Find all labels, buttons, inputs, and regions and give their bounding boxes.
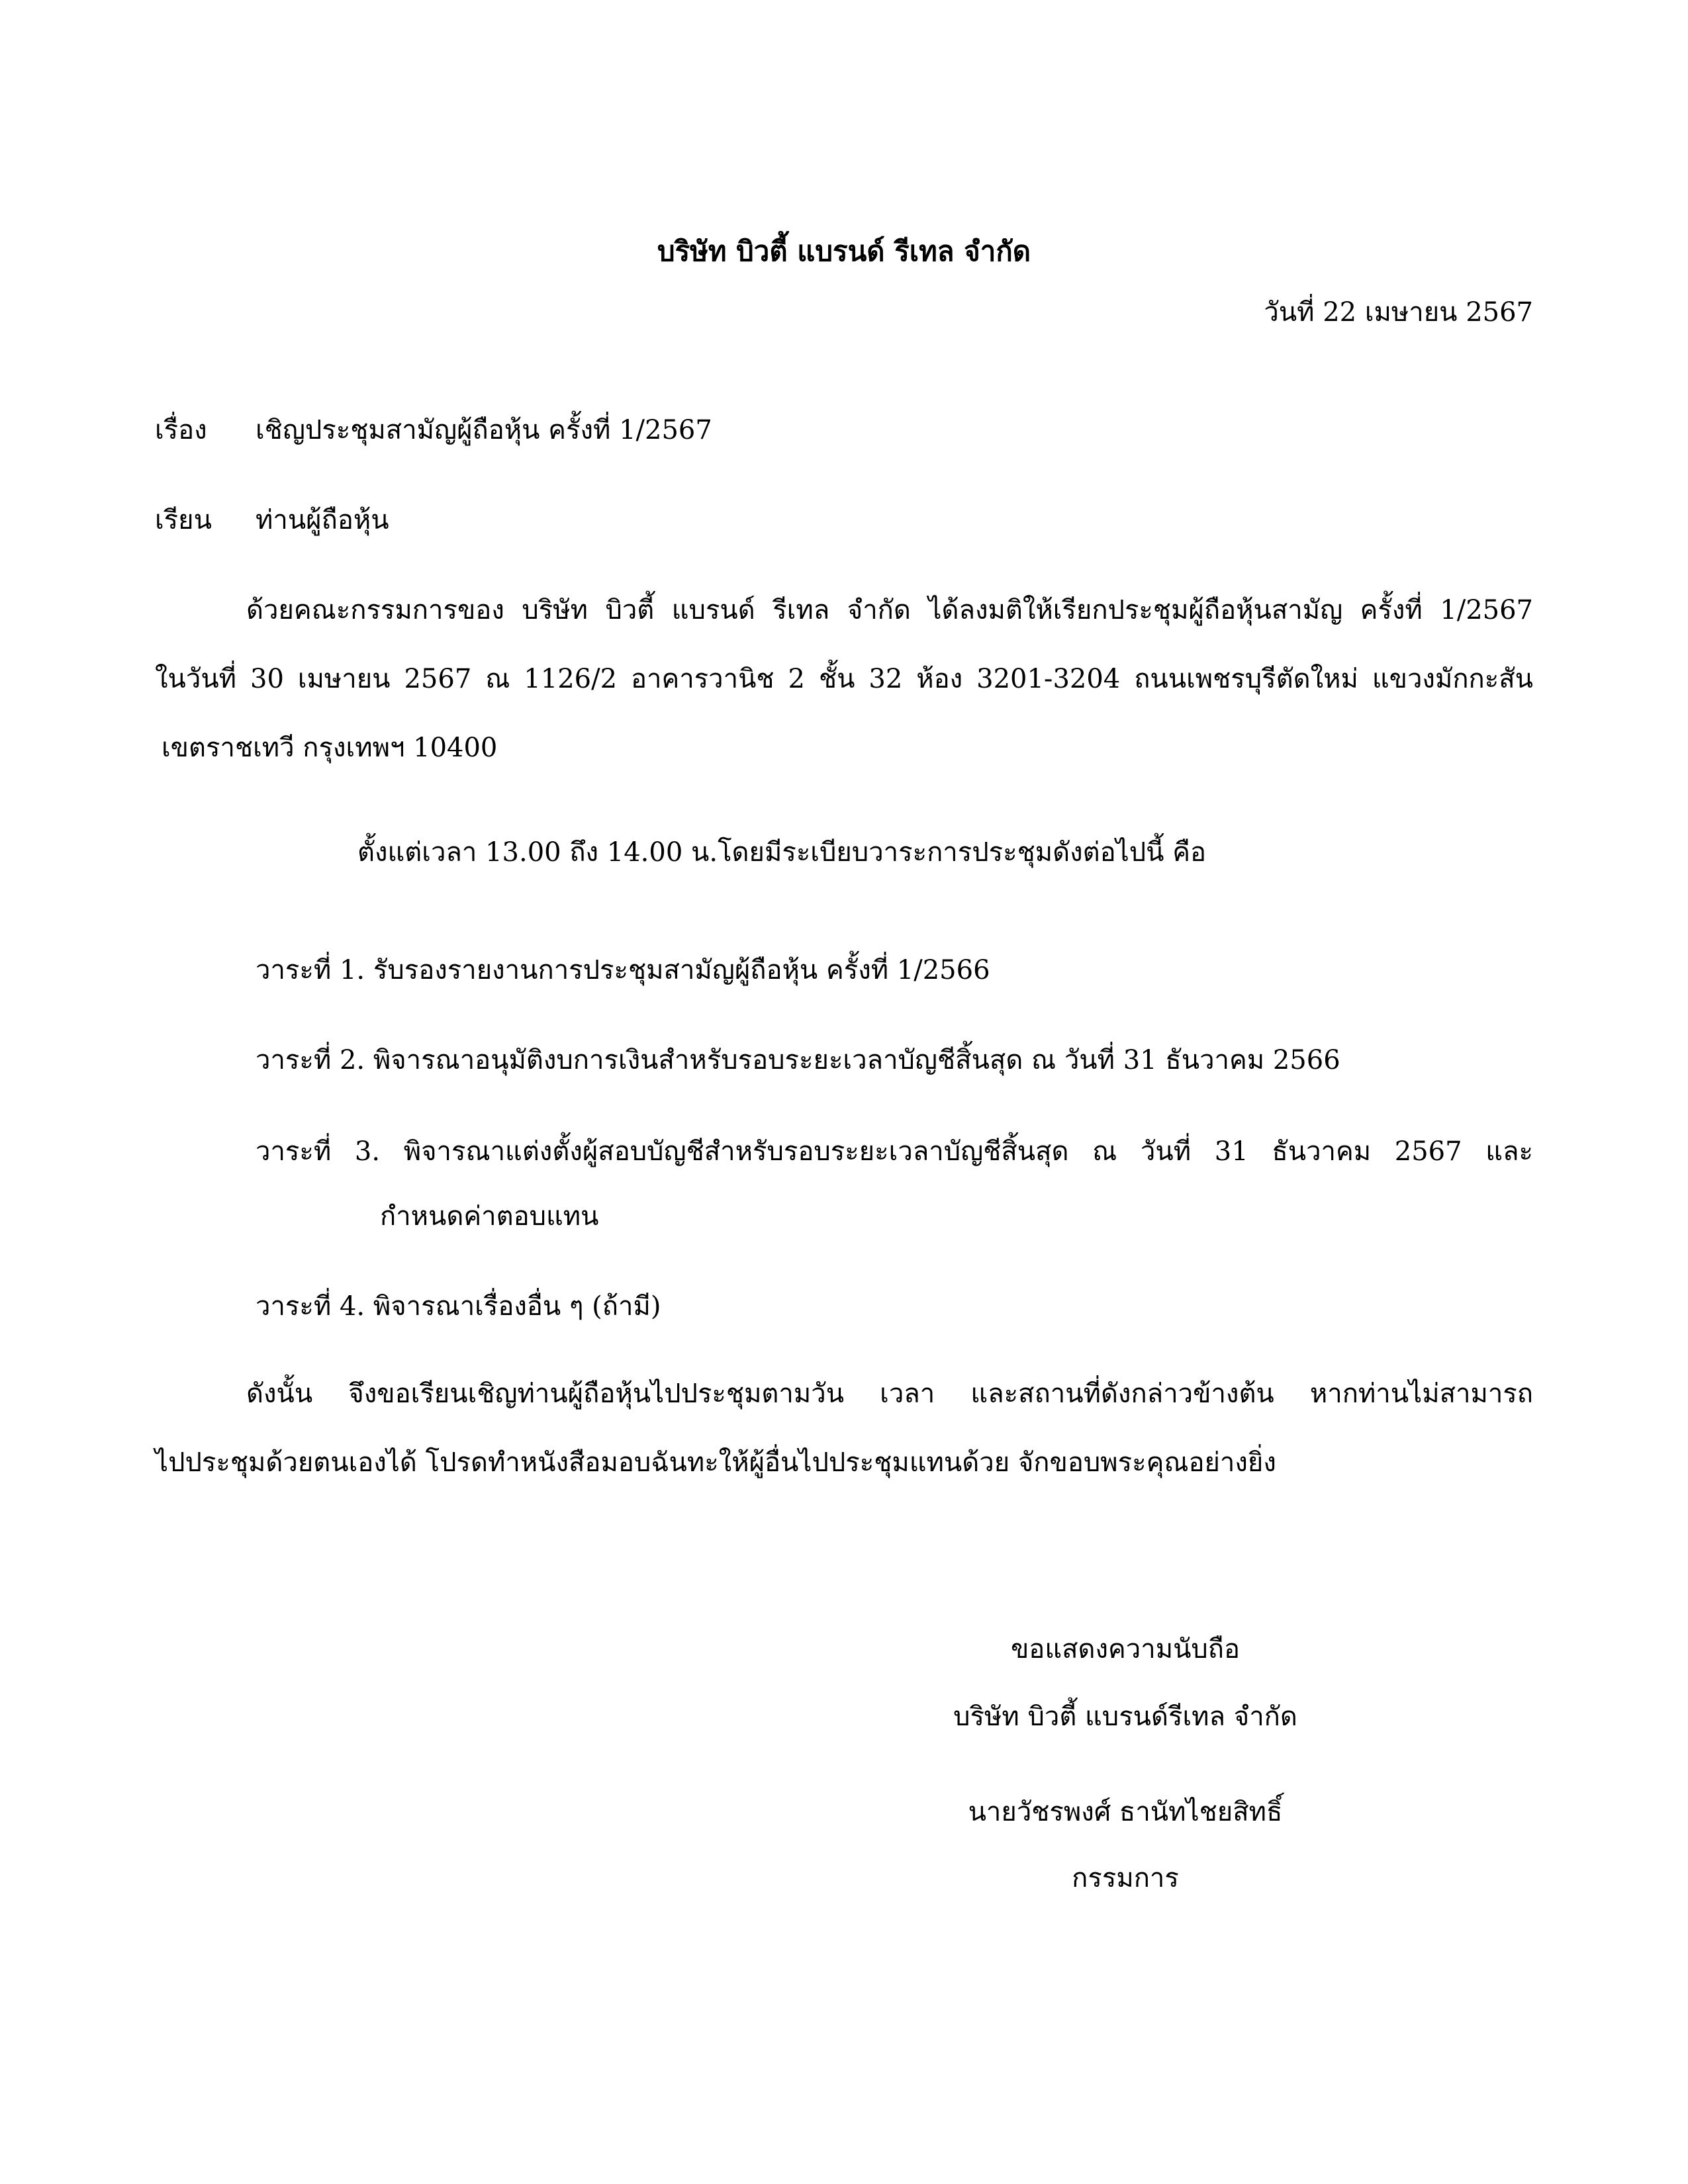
recipient-text: ท่านผู้ถือหุ้น	[256, 505, 389, 535]
agenda-item-2: วาระที่ 2. พิจารณาอนุมัติงบการเงินสำหรับรอบระยะเวลาบัญชีสิ้นสุด ณ วันที่ 31 ธันวาคม 2566	[256, 1045, 1340, 1075]
closing-line: ไปประชุมด้วยตนเองได้ โปรดทำหนังสือมอบฉันทะให้ผู้อื่นไปประชุมแทนด้วย จักขอบพระคุณอย่างยิ่ง	[155, 1447, 1276, 1478]
intro-line: ด้วยคณะกรรมการของ บริษัท บิวตี้ แบรนด์ รีเทล จำกัด ได้ลงมติให้เรียกประชุมผู้ถือหุ้นสามัญ ครั้งที่ 1/2567	[246, 595, 1533, 625]
closing-line: ดังนั้น จึงขอเรียนเชิญท่านผู้ถือหุ้นไปประชุมตามวัน เวลา และสถานที่ดังกล่าวข้างต้น หากท่านไม่สามารถ	[246, 1379, 1533, 1409]
recipient-label: เรียน	[155, 505, 212, 535]
subject-text: เชิญประชุมสามัญผู้ถือหุ้น ครั้งที่ 1/2567	[256, 415, 712, 445]
intro-line: เขตราชเทวี กรุงเทพฯ 10400	[162, 733, 498, 763]
intro-line: ในวันที่ 30 เมษายน 2567 ณ 1126/2 อาคารวานิช 2 ชั้น 32 ห้อง 3201-3204 ถนนเพชรบุรีตัดใหม่ แขวงมักกะสัน	[155, 664, 1533, 694]
agenda-item-1: วาระที่ 1. รับรองรายงานการประชุมสามัญผู้ถือหุ้น ครั้งที่ 1/2566	[256, 955, 990, 985]
signature-regards: ขอแสดงความนับถือ	[1010, 1634, 1241, 1664]
company-title: บริษัท บิวตี้ แบรนด์ รีเทล จำกัด	[657, 235, 1031, 267]
letter-date: วันที่ 22 เมษายน 2567	[1264, 297, 1533, 328]
signature-position: กรรมการ	[1072, 1863, 1179, 1893]
intro-paragraph	[155, 593, 1533, 799]
signature-company: บริษัท บิวตี้ แบรนด์รีเทล จำกัด	[953, 1702, 1297, 1732]
agenda-item-3: วาระที่ 3. พิจารณาแต่งตั้งผู้สอบบัญชีสำหรับรอบระยะเวลาบัญชีสิ้นสุด ณ วันที่ 31 ธันวาคม 2567 และ	[256, 1136, 1533, 1167]
agenda-item-3-continuation: กำหนดค่าตอบแทน	[380, 1201, 599, 1232]
closing-paragraph	[155, 1377, 1533, 1514]
meeting-time: ตั้งแต่เวลา 13.00 ถึง 14.00 น.โดยมีระเบียบวาระการประชุมดังต่อไปนี้ คือ	[357, 837, 1206, 868]
subject-label: เรื่อง	[155, 415, 207, 445]
agenda-item-4: วาระที่ 4. พิจารณาเรื่องอื่น ๆ (ถ้ามี)	[256, 1291, 661, 1322]
signature-name: นายวัชรพงศ์ ธานัทไชยสิทธิ์	[968, 1797, 1283, 1827]
